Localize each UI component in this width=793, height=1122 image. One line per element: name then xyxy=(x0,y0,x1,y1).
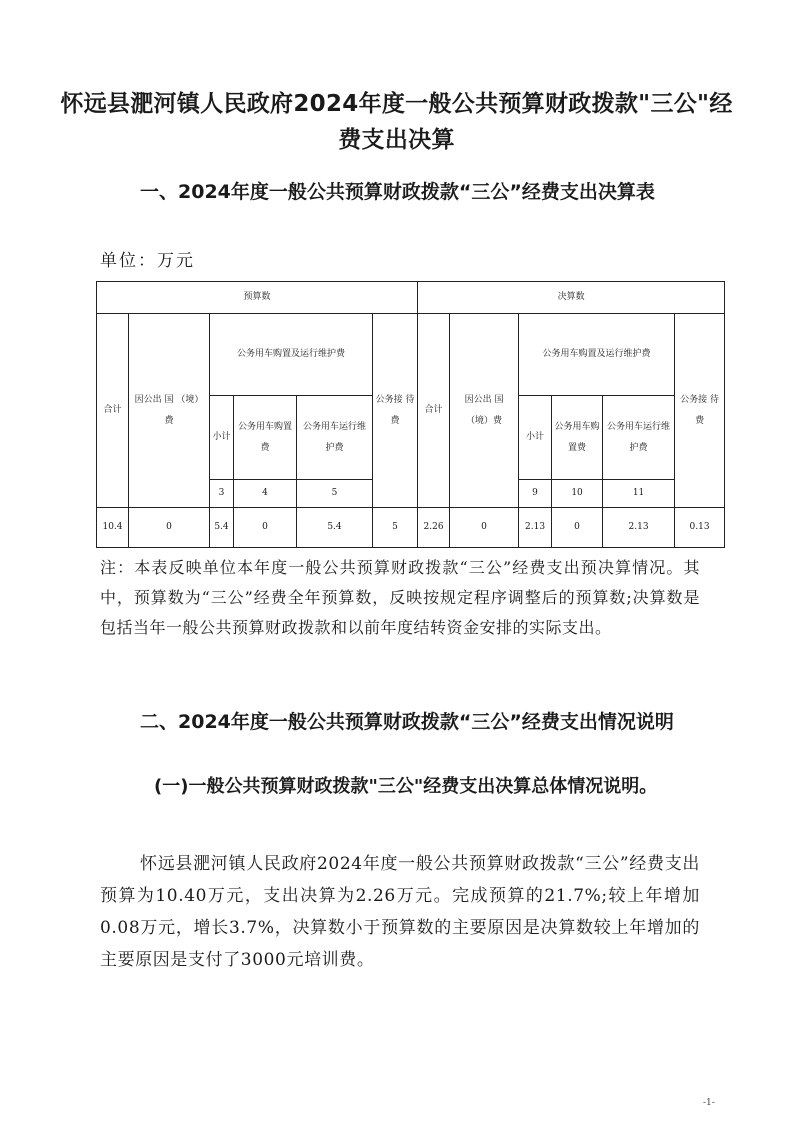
value-cell: 5.4 xyxy=(210,508,234,548)
col-num-11: 11 xyxy=(603,480,675,508)
budget-vehicle-header: 公务用车购置及运行维护费 xyxy=(210,314,373,396)
col-num-5: 5 xyxy=(297,480,373,508)
value-cell: 0.13 xyxy=(675,508,725,548)
value-cell: 2.13 xyxy=(519,508,552,548)
three-public-expense-table xyxy=(96,281,725,548)
final-total-header: 合计 xyxy=(418,314,450,508)
col-num-10: 10 xyxy=(552,480,603,508)
value-cell: 5.4 xyxy=(297,508,373,548)
final-operation-header: 公务用车运行维护费 xyxy=(603,396,675,480)
col-num-3: 3 xyxy=(210,480,234,508)
page-number: -1- xyxy=(703,1098,715,1108)
value-cell: 5 xyxy=(373,508,418,548)
value-cell: 2.26 xyxy=(418,508,450,548)
document-title: 怀远县淝河镇人民政府2024年度一般公共预算财政拨款"三公"经费支出决算 xyxy=(60,91,733,153)
value-cell: 0 xyxy=(450,508,519,548)
value-cell: 0 xyxy=(234,508,297,548)
value-cell: 0 xyxy=(129,508,210,548)
value-cell: 0 xyxy=(552,508,603,548)
unit-label: 单位：万元 xyxy=(100,251,195,271)
budget-subtotal-header: 小计 xyxy=(210,396,234,480)
final-reception-header: 公务接 待费 xyxy=(675,314,725,508)
value-cell: 2.13 xyxy=(603,508,675,548)
budget-reception-header: 公务接 待费 xyxy=(373,314,418,508)
budget-abroad-header: 因公出 国 （境）费 xyxy=(129,314,210,508)
budget-purchase-header: 公务用车购置费 xyxy=(234,396,297,480)
summary-paragraph: 怀远县淝河镇人民政府2024年度一般公共预算财政拨款“三公”经费支出预算为10.40万元，支出决算为2.26万元。完成预算的21.7%;较上年增加0.08万元，增长3.7%，决算数小于预算数的主要原因是决算数较上年增加的主要原因是支付了3000元培训费。 xyxy=(100,854,700,970)
value-cell: 10.4 xyxy=(97,508,129,548)
subsection-1-heading: (一)一般公共预算财政拨款"三公"经费支出决算总体情况说明。 xyxy=(154,776,658,797)
final-vehicle-header: 公务用车购置及运行维护费 xyxy=(519,314,675,396)
col-num-9: 9 xyxy=(519,480,552,508)
final-abroad-header: 因公出 国 （境）费 xyxy=(450,314,519,508)
final-purchase-header: 公务用车购置费 xyxy=(552,396,603,480)
budget-total-header: 合计 xyxy=(97,314,129,508)
section-1-heading: 一、2024年度一般公共预算财政拨款“三公”经费支出决算表 xyxy=(140,181,655,203)
final-subtotal-header: 小计 xyxy=(519,396,552,480)
section-2-heading: 二、2024年度一般公共预算财政拨款“三公”经费支出情况说明 xyxy=(140,711,674,733)
final-group-header: 决算数 xyxy=(418,282,725,314)
col-num-4: 4 xyxy=(234,480,297,508)
budget-group-header: 预算数 xyxy=(97,282,418,314)
table-note: 注：本表反映单位本年度一般公共预算财政拨款“三公”经费支出预决算情况。其中，预算数为“三公”经费全年预算数，反映按规定程序调整后的预算数;决算数是包括当年一般公共预算财政拨款和以前年度结转资金安排的实际支出。 xyxy=(100,558,700,637)
budget-operation-header: 公务用车运行维护费 xyxy=(297,396,373,480)
